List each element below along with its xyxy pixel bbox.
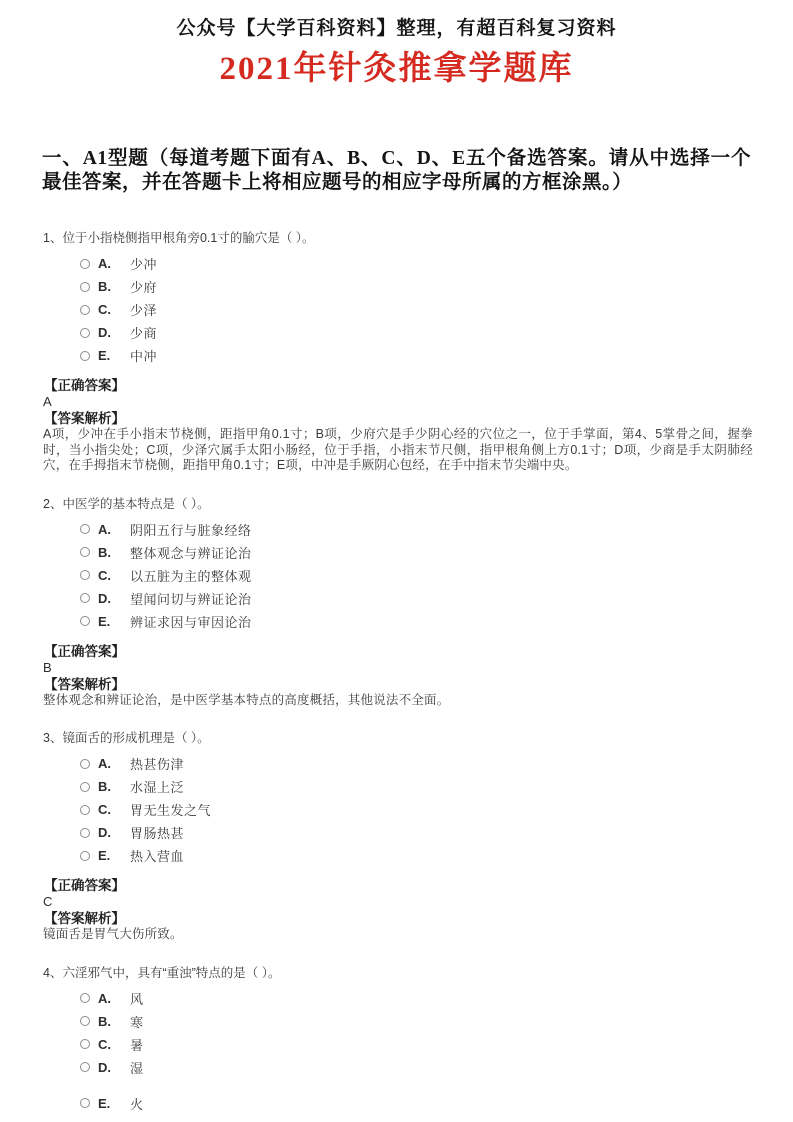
option-text: 少府 bbox=[130, 280, 158, 295]
radio-button[interactable] bbox=[80, 524, 90, 534]
header-note: 公众号【大学百科资料】整理，有超百科复习资料 bbox=[176, 18, 617, 39]
radio-button[interactable] bbox=[80, 828, 90, 838]
question-number: 4、 bbox=[43, 965, 63, 980]
option-letter: A. bbox=[98, 990, 111, 1006]
option-text: 中冲 bbox=[130, 349, 158, 364]
radio-button[interactable] bbox=[80, 570, 90, 580]
option-letter: D. bbox=[98, 1059, 111, 1075]
radio-button[interactable] bbox=[80, 547, 90, 557]
radio-button[interactable] bbox=[80, 351, 90, 361]
correct-answer-value: B bbox=[43, 659, 52, 675]
answer-block-2 bbox=[44, 643, 753, 709]
radio-button[interactable] bbox=[80, 259, 90, 269]
question-4 bbox=[43, 965, 753, 1115]
option-letter: A. bbox=[98, 521, 111, 537]
option-row-d[interactable] bbox=[80, 587, 753, 610]
answer-block-3 bbox=[44, 877, 753, 943]
option-row-c[interactable] bbox=[80, 798, 753, 821]
option-text: 热入营血 bbox=[130, 849, 185, 864]
option-row-c[interactable] bbox=[80, 1033, 753, 1056]
question-text: 镜面舌的形成机理是（ ）。 bbox=[62, 731, 210, 745]
doc-title: 2021年针灸推拿学题库 bbox=[219, 51, 574, 87]
answer-block-1 bbox=[44, 377, 753, 474]
option-letter: E. bbox=[98, 613, 111, 629]
radio-button[interactable] bbox=[80, 328, 90, 338]
correct-answer-label: 【正确答案】 bbox=[44, 878, 125, 893]
question-1 bbox=[43, 230, 753, 367]
option-letter: C. bbox=[98, 802, 111, 817]
question-2 bbox=[43, 496, 753, 633]
option-text: 少商 bbox=[130, 326, 158, 341]
options-list bbox=[43, 252, 753, 367]
option-row-c[interactable] bbox=[80, 564, 753, 587]
option-letter: B. bbox=[98, 279, 111, 294]
correct-answer-value: A bbox=[43, 394, 52, 409]
option-text: 胃肠热甚 bbox=[130, 826, 185, 841]
radio-button[interactable] bbox=[80, 1039, 90, 1049]
option-row-a[interactable] bbox=[80, 518, 753, 541]
radio-button[interactable] bbox=[80, 993, 90, 1003]
radio-button[interactable] bbox=[80, 282, 90, 292]
option-letter: D. bbox=[98, 325, 111, 340]
options-list bbox=[43, 518, 753, 633]
option-letter: B. bbox=[98, 544, 111, 560]
question-stem bbox=[43, 730, 753, 746]
option-row-e[interactable] bbox=[80, 844, 753, 867]
question-stem bbox=[43, 965, 753, 981]
option-text: 火 bbox=[130, 1096, 144, 1112]
correct-answer-value: C bbox=[43, 894, 53, 909]
analysis-label: 【答案解析】 bbox=[44, 411, 125, 426]
option-text: 少冲 bbox=[130, 257, 158, 272]
option-row-a[interactable] bbox=[80, 252, 753, 275]
option-text: 湿 bbox=[130, 1060, 144, 1076]
option-row-c[interactable] bbox=[80, 298, 753, 321]
correct-answer-label: 【正确答案】 bbox=[44, 378, 125, 393]
radio-button[interactable] bbox=[80, 1016, 90, 1026]
option-letter: B. bbox=[98, 1013, 111, 1029]
option-letter: E. bbox=[98, 348, 111, 363]
radio-button[interactable] bbox=[80, 593, 90, 603]
radio-button[interactable] bbox=[80, 851, 90, 861]
options-list bbox=[43, 987, 753, 1115]
option-text: 少泽 bbox=[130, 303, 158, 318]
option-row-d[interactable] bbox=[80, 1056, 753, 1079]
radio-button[interactable] bbox=[80, 1098, 90, 1108]
question-text: 六淫邪气中，具有“重浊”特点的是（ ）。 bbox=[62, 965, 281, 980]
option-text: 水湿上泛 bbox=[130, 780, 185, 795]
section-heading: 一、A1型题（每道考题下面有A、B、C、D、E五个备选答案。请从中选择一个最佳答案，并在答题卡上将相应题号的相应字母所属的方框涂黑。） bbox=[42, 148, 751, 193]
option-text: 寒 bbox=[130, 1014, 144, 1030]
question-number: 2、 bbox=[43, 496, 63, 511]
question-text: 位于小指桡侧指甲根角旁0.1寸的腧穴是（ ）。 bbox=[62, 231, 315, 245]
question-text: 中医学的基本特点是（ ）。 bbox=[62, 496, 210, 511]
option-row-b[interactable] bbox=[80, 1010, 753, 1033]
question-stem bbox=[43, 230, 753, 246]
question-3 bbox=[43, 730, 753, 867]
analysis-label: 【答案解析】 bbox=[44, 911, 125, 926]
option-letter: D. bbox=[98, 825, 111, 840]
option-text: 暑 bbox=[130, 1037, 144, 1053]
option-text: 整体观念与辨证论治 bbox=[130, 545, 252, 561]
option-row-b[interactable] bbox=[80, 275, 753, 298]
option-row-b[interactable] bbox=[80, 775, 753, 798]
question-number: 3、 bbox=[43, 731, 63, 745]
option-letter: C. bbox=[98, 1036, 111, 1052]
option-row-a[interactable] bbox=[80, 752, 753, 775]
option-letter: C. bbox=[98, 567, 111, 583]
analysis-text: 镜面舌是胃气大伤所致。 bbox=[43, 927, 183, 941]
option-text: 望闻问切与辨证论治 bbox=[130, 591, 252, 607]
option-row-d[interactable] bbox=[80, 321, 753, 344]
question-stem bbox=[43, 496, 753, 512]
option-text: 热甚伤津 bbox=[130, 757, 185, 772]
radio-button[interactable] bbox=[80, 305, 90, 315]
option-letter: B. bbox=[98, 779, 111, 794]
option-text: 风 bbox=[130, 991, 144, 1007]
radio-button[interactable] bbox=[80, 616, 90, 626]
options-list bbox=[43, 752, 753, 867]
option-letter: A. bbox=[98, 756, 111, 771]
analysis-text: A项，少冲在手小指末节桡侧，距指甲角0.1寸；B项，少府穴是手少阴心经的穴位之一，位于手掌面，第4、5掌骨之间，握拳时，当小指尖处；C项，少泽穴属手太阳小肠经，位于手指，小指末节尺侧，指甲根角侧上方0.1寸；D项，少商是手太阴肺经穴，在手拇指末节桡侧，距指甲角0.1寸；E项，中冲是手厥阴心包经，在手中指末节尖端中央。 bbox=[43, 427, 753, 472]
radio-button[interactable] bbox=[80, 782, 90, 792]
option-row-b[interactable] bbox=[80, 541, 753, 564]
option-row-e[interactable] bbox=[80, 1092, 753, 1115]
option-text: 以五脏为主的整体观 bbox=[130, 568, 252, 584]
option-row-e[interactable] bbox=[80, 344, 753, 367]
question-number: 1、 bbox=[43, 231, 63, 245]
option-row-d[interactable] bbox=[80, 821, 753, 844]
option-text: 辨证求因与审因论治 bbox=[130, 614, 252, 630]
option-letter: E. bbox=[98, 848, 111, 863]
option-row-e[interactable] bbox=[80, 610, 753, 633]
option-text: 阴阳五行与脏象经络 bbox=[130, 522, 252, 538]
option-letter: D. bbox=[98, 590, 111, 606]
option-letter: A. bbox=[98, 256, 111, 271]
analysis-text: 整体观念和辨证论治，是中医学基本特点的高度概括，其他说法不全面。 bbox=[43, 692, 450, 707]
correct-answer-label: 【正确答案】 bbox=[44, 643, 125, 659]
radio-button[interactable] bbox=[80, 759, 90, 769]
radio-button[interactable] bbox=[80, 805, 90, 815]
option-text: 胃无生发之气 bbox=[130, 803, 212, 818]
analysis-label: 【答案解析】 bbox=[44, 676, 125, 692]
option-letter: E. bbox=[98, 1095, 111, 1111]
option-letter: C. bbox=[98, 302, 111, 317]
option-row-a[interactable] bbox=[80, 987, 753, 1010]
radio-button[interactable] bbox=[80, 1062, 90, 1072]
